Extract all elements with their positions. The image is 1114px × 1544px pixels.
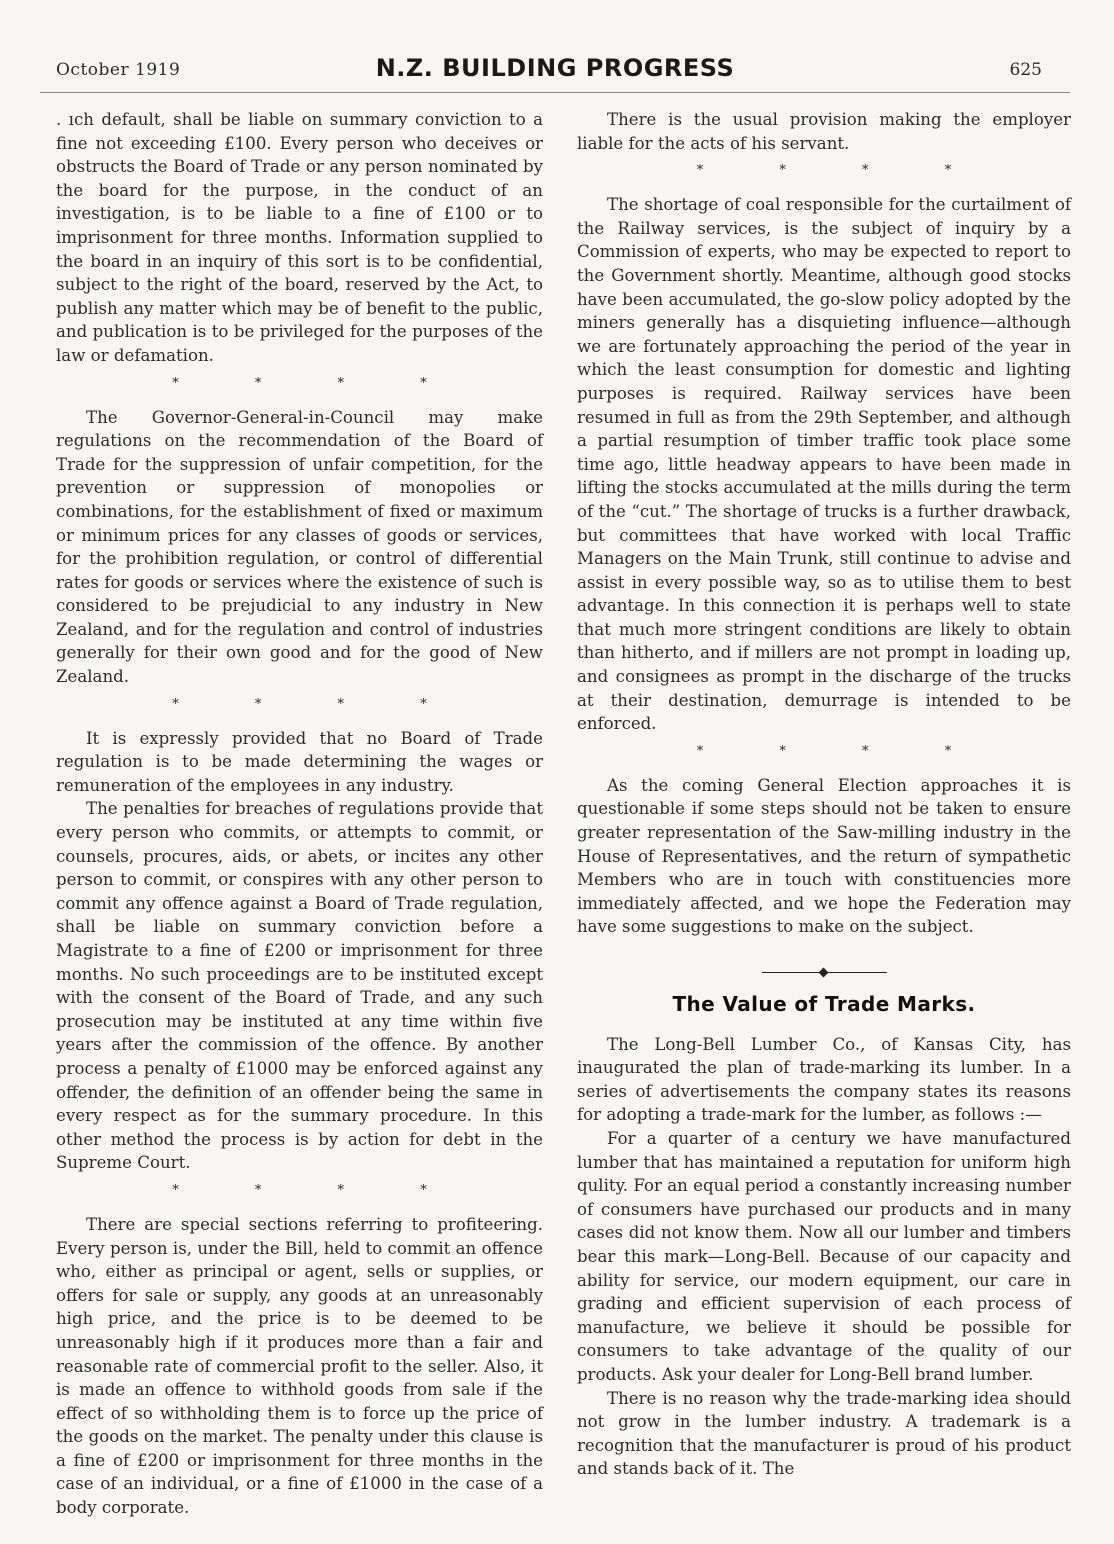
section-separator: * * * * — [696, 163, 988, 179]
left-column — [56, 108, 543, 1520]
paragraph: There is the usual provision making the employer liable for the acts of his servant. — [577, 110, 1071, 153]
section-separator: * * * * — [172, 696, 463, 712]
paragraph: For a quarter of a century we have manufactured lumber that has maintained a reputation for uniform high qulity. For an equal period a constantly increasing number of consumers have purchased our products and in many cases did not know them. Now all our lumber and timbers bear this mark—Long-Bell. Because of our capacity and ability for service, our modern equipment, our care in grading and efficient supervision of each process of manufacture, we believe it should be possible for consumers to take advantage of the quality of our products. Ask your dealer for Long-Bell brand lumber. — [577, 1128, 1071, 1384]
issue-date: October 1919 — [56, 60, 181, 80]
section-separator: * * * * — [172, 375, 463, 391]
paragraph: . ıch default, shall be liable on summary conviction to a fine not exceeding £100. Every person who deceives or obstructs the Board of Trade or any person nominated by the board for the purpose, in the conduct of an investigation, is to be liable to a fine of £100 or to imprisonment for three months. Information supplied to the board in an inquiry of this sort is to be confidential, subject to the right of the board, reserved by the Act, to publish any matter which may be of benefit to the public, and publication is to be privileged for the purposes of the law or defamation. — [56, 110, 543, 365]
paragraph: It is expressly provided that no Board of Trade regulation is to be made determining the wages or remuneration of the employees in any industry. — [56, 728, 543, 795]
right-column — [577, 108, 1071, 1481]
paragraph: The penalties for breaches of regulations provide that every person who commits, or attempts to commit, or counsels, procures, aids, or abets, or incites any other person to commit, or conspires with any other person to commit any offence against a Board of Trade regulation, shall be liable on summary conviction before a Magistrate to a fine of £200 or imprisonment for three months. No such proceedings are to be instituted except with the consent of the Board of Trade, and any such prosecution may be instituted at any time within five years after the commission of the offence. By another process a penalty of £1000 may be enforced against any offender, the definition of an offender being the same in every respect as for the summary procedure. In this other method the process is by action for debt in the Supreme Court. — [56, 799, 543, 1173]
section-heading: The Value of Trade Marks. — [672, 992, 976, 1016]
paragraph: The Long-Bell Lumber Co., of Kansas City, has inaugurated the plan of trade-marking its lumber. In a series of advertisements the company states its reasons for adopting a trade-mark for the lumber, as follows :— — [577, 1034, 1071, 1125]
paragraph: The shortage of coal responsible for the curtailment of the Railway services, is the subject of inquiry by a Commission of experts, who may be expected to report to the Government shortly. Meantime, although good stocks have been accumulated, the go-slow policy adopted by the miners generally has a disquieting influence—although we are fortunately approaching the period of the year in which the least consumption for domestic and lighting purposes is required. Railway services have been resumed in full as from the 29th September, and although a partial resumption of timber traffic took place some time ago, little headway appears to have been made in lifting the stocks accumulated at the mills during the term of the “cut.” The shortage of trucks is a further drawback, but committees that have worked with local Traffic Managers on the Main Trunk, still continue to advise and assist in every possible way, so as to utilise them to best advantage. In this connection it is perhaps well to state that much more stringent conditions are likely to obtain than hitherto, and if millers are not prompt in loading up, and consignees as prompt in the discharge of the trucks at their destination, demurrage is intended to be enforced. — [577, 195, 1071, 734]
ornamental-rule — [577, 967, 1071, 979]
section-separator: * * * * — [696, 743, 988, 759]
paragraph: There is no reason why the trade-marking idea should not grow in the lumber industry. A trademark is a recognition that the manufacturer is proud of his product and stands back of it. The — [577, 1388, 1071, 1479]
journal-title: N.Z. BUILDING PROGRESS — [375, 54, 735, 82]
paragraph: There are special sections referring to profiteering. Every person is, under the Bill, held to commit an offence who, either as principal or agent, sells or supplies, or offers for sale or supply, any goods at an unreasonably high price, and the price is to be deemed to be unreasonably high if it produces more than a fair and reasonable rate of commercial profit to the seller. Also, it is made an offence to withhold goods from sale if the effect of so withholding them is to force up the price of the goods on the market. The penalty under this clause is a fine of £200 or imprisonment for three months in the case of an individual, or a fine of £1000 in the case of a body corporate. — [56, 1214, 543, 1518]
page-header — [40, 52, 1070, 93]
page-number: 625 — [1009, 60, 1042, 80]
paragraph: As the coming General Election approaches it is questionable if some steps should not be taken to ensure greater representation of the Saw-milling industry in the House of Representatives, and the return of sympathetic Members who are in touch with constituencies more immediately affected, and we hope the Federation may have some suggestions to make on the subject. — [577, 775, 1071, 937]
paragraph: The Governor-General-in-Council may make regulations on the recommendation of the Board of Trade for the suppression of unfair competition, for the prevention or suppression of monopolies or combinations, for the establishment of fixed or maximum or minimum prices for any classes of goods or services, for the prohibition regulation, or control of differential rates for goods or services where the existence of such is considered to be prejudicial to any industry in New Zealand, and for the regulation and control of industries generally for their own good and for the good of New Zealand. — [56, 407, 543, 687]
section-separator: * * * * — [172, 1182, 463, 1198]
diamond-icon — [819, 968, 829, 978]
